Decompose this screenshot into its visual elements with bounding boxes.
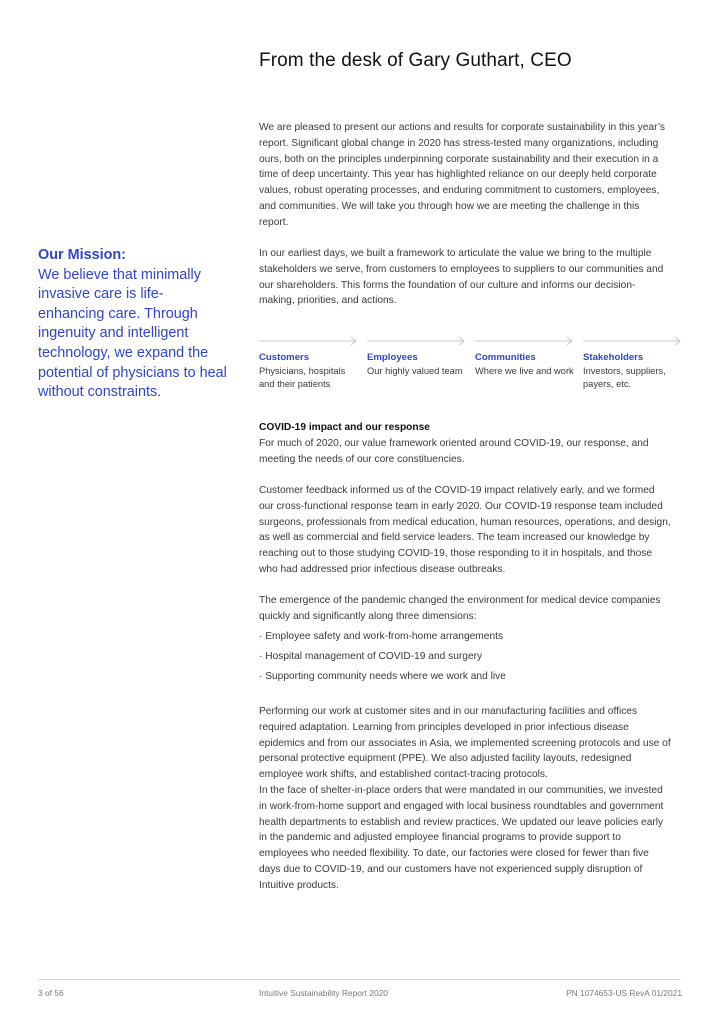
arrow-right-icon	[367, 334, 467, 348]
covid-paragraph-4: Performing our work at customer sites and in our manufacturing facilities and offices required adaptation. Learning from principles developed in prior infectious disease epidemics and from our associates in Asia, we implemented screening protocols and use of personal protective equipment (PPE). We also adjusted facility layouts, redesigned employee work shifts, and established contact-tracing protocols.	[259, 705, 671, 781]
framework-name: Customers	[259, 352, 310, 363]
framework-desc: Where we live and work	[475, 366, 574, 376]
bullet-item: · Supporting community needs where we work and live	[259, 670, 506, 682]
footer-part-number: PN 1074653-US RevA 01/2021	[566, 988, 682, 998]
intro-paragraph-1	[259, 120, 671, 231]
intro-paragraph-2	[259, 246, 671, 309]
value-framework	[259, 334, 679, 394]
arrow-right-icon	[475, 334, 575, 348]
mission-heading: Our Mission:	[38, 247, 126, 263]
mission-text: We believe that minimally invasive care is life-enhancing care. Through ingenuity and intelligent technology, we expand the potential of physicians to heal without constraints.	[38, 266, 227, 401]
intro-text-1: We are pleased to present our actions and results for corporate sustainability in this year’s report. Significant global change in 2020 has stress-tested many organizations, including ours, both on the principles underpinning corporate sustainability and their execution in a time of deep uncertainty. This year has highlighted reliance on our deeply held corporate values, robust operating processes, and enduring commitment to customers, employees, and communities. We will take you through how we are meeting the challenge in this report.	[259, 122, 666, 228]
framework-desc: Our highly valued team	[367, 366, 463, 376]
bullet-item: · Employee safety and work-from-home arrangements	[259, 630, 504, 642]
framework-name: Communities	[475, 352, 536, 363]
arrow-right-icon	[583, 334, 683, 348]
covid-section	[259, 420, 671, 894]
arrow-right-icon	[259, 334, 359, 348]
framework-desc: Investors, suppliers, payers, etc.	[583, 366, 666, 389]
page-number: 3 of 56	[38, 988, 64, 998]
section-heading: COVID-19 impact and our response	[259, 422, 430, 433]
framework-name: Stakeholders	[583, 352, 644, 363]
covid-paragraph-3: The emergence of the pandemic changed the environment for medical device companies quickly and significantly along three dimensions:	[259, 595, 661, 623]
intro-text-2: In our earliest days, we built a framework to articulate the value we bring to the multiple stakeholders we serve, from customers to employees to suppliers to our communities and our shareholders. This forms the foundation of our culture and informs our decision-making, priorities, and actions.	[259, 248, 664, 307]
framework-desc: Physicians, hospitals and their patients	[259, 366, 346, 389]
mission-sidebar	[38, 246, 228, 403]
footer-divider	[38, 979, 681, 980]
bullet-item: · Hospital management of COVID-19 and surgery	[259, 650, 483, 662]
covid-paragraph-5: In the face of shelter-in-place orders that were mandated in our communities, we invested in work-from-home support and engaged with local business roundtables and government health departments to establish and review practices. We updated our leave policies early in the pandemic and adjusted employee financial programs to provide support to employees who needed flexibility. To date, our factories were closed for fewer than five days due to COVID-19, and our customers have not experienced supply disruption of Intuitive products.	[259, 784, 664, 891]
footer-report-title: Intuitive Sustainability Report 2020	[259, 988, 388, 998]
covid-paragraph-1: For much of 2020, our value framework oriented around COVID-19, our response, and meeting the needs of our core constituencies.	[259, 437, 649, 465]
framework-name: Employees	[367, 352, 418, 363]
page-title: From the desk of Gary Guthart, CEO	[259, 50, 572, 71]
covid-paragraph-2: Customer feedback informed us of the COVID-19 impact relatively early, and we formed our cross-functional response team in early 2020. Our COVID-19 response team included surgeons, professionals from medical education, human resources, operations, and design, as well as commercial and field service leaders. The team increased our knowledge by reaching out to those studying COVID-19, those responding to it in hospitals, and those who had addressed prior infectious disease outbreaks.	[259, 484, 671, 575]
